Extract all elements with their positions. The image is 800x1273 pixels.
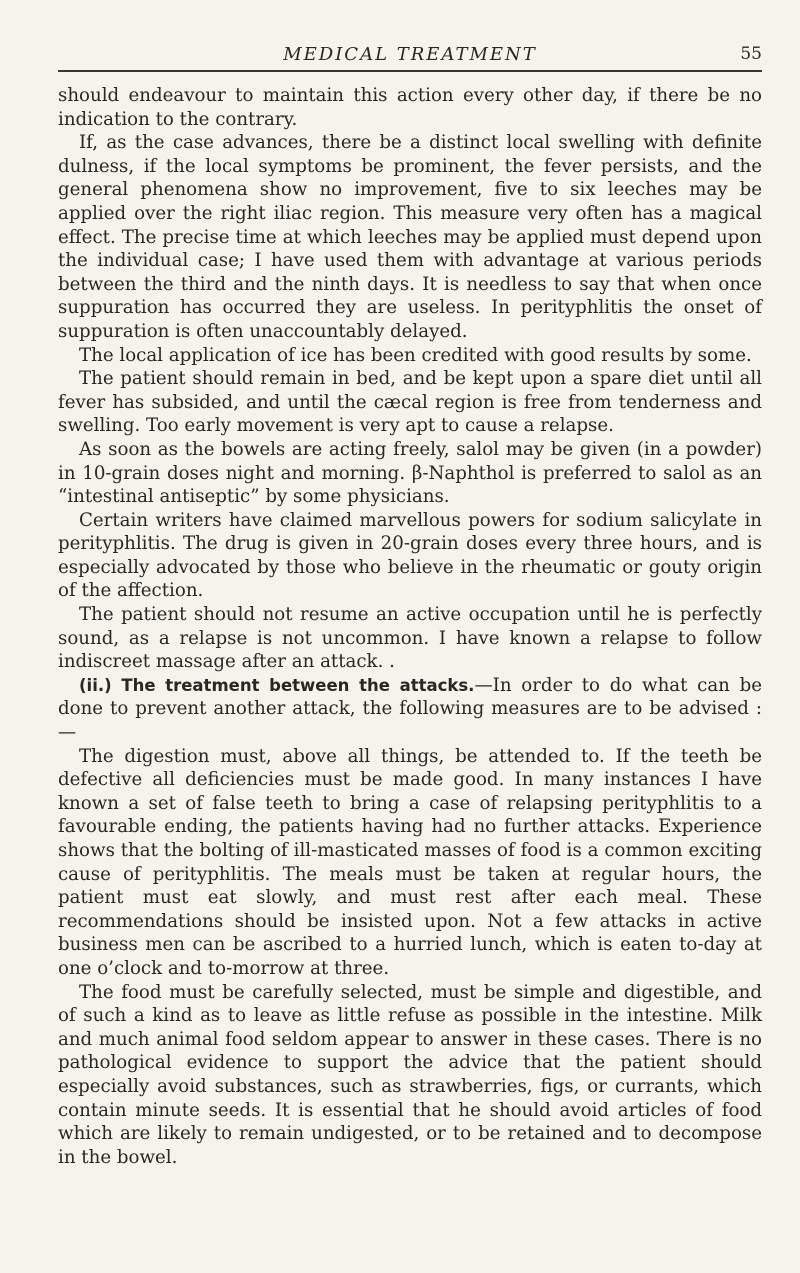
page-number: 55: [740, 44, 762, 64]
section-heading: (ii.) The treatment between the attacks.: [79, 675, 475, 695]
paragraph: As soon as the bowels are acting freely, salol may be given (in a powder) in 10-grain doses night and morning. β-Naphthol is preferred to salol as an “intestinal antiseptic” by some physicians.: [58, 438, 762, 508]
page-body: [58, 84, 762, 1169]
paragraph: The patient should remain in bed, and be kept upon a spare diet until all fever has subsided, and until the cæcal region is free from tenderness and swelling. Too early movement is very apt to cause a relapse.: [58, 368, 762, 437]
paragraph: The local application of ice has been credited with good results by some.: [79, 344, 752, 366]
section-paragraph: [58, 674, 762, 745]
paragraph: The digestion must, above all things, be attended to. If the teeth be defective all deficiencies must be made good. In many instances I have known a set of false teeth to bring a case of relapsing perityphlitis to a favourable ending, the patients having had no further attacks. Experience shows that the bolting of ill-masticated masses of food is a common exciting cause of perityphlitis. The meals must be taken at regular hours, the patient must eat slowly, and must rest after each meal. These recommendations should be insisted upon. Not a few attacks in active business men can be ascribed to a hurried lunch, which is eaten to-day at one o’clock and to-morrow at three.: [58, 745, 762, 979]
page-header: [58, 40, 762, 72]
book-page: [58, 40, 762, 1169]
section-intro-text: —In order to do what can be done to prevent another attack, the following measures are to be advised :—: [58, 674, 763, 744]
paragraph: should endeavour to maintain this action every other day, if there be no indication to the contrary.: [58, 85, 762, 130]
paragraph: The food must be carefully selected, must be simple and digestible, and of such a kind as to leave as little refuse as possible in the intestine. Milk and much animal food seldom appear to answer in these cases. There is no pathological evidence to support the advice that the patient should especially avoid substances, such as strawberries, figs, or currants, which contain minute seeds. It is essential that he should avoid articles of food which are likely to remain undigested, or to be retained and to decompose in the bowel.: [58, 981, 762, 1168]
running-head: MEDICAL TREATMENT: [283, 44, 537, 65]
paragraph: The patient should not resume an active occupation until he is perfectly sound, as a relapse is not uncommon. I have known a relapse to follow indiscreet massage after an attack. .: [58, 604, 762, 673]
paragraph: If, as the case advances, there be a distinct local swelling with definite dulness, if the local symptoms be prominent, the fever persists, and the general phenomena show no improvement, five to six leeches may be applied over the right iliac region. This measure very often has a magical effect. The precise time at which leeches may be applied must depend upon the individual case; I have used them with advantage at various periods between the third and the ninth days. It is needless to say that when once suppuration has occurred they are useless. In perityphlitis the onset of suppuration is often unaccountably delayed.: [58, 132, 762, 342]
paragraph: Certain writers have claimed marvellous powers for sodium salicylate in perityphlitis. The drug is given in 20-grain doses every three hours, and is especially advocated by those who believe in the rheumatic or gouty origin of the affection.: [58, 509, 762, 602]
